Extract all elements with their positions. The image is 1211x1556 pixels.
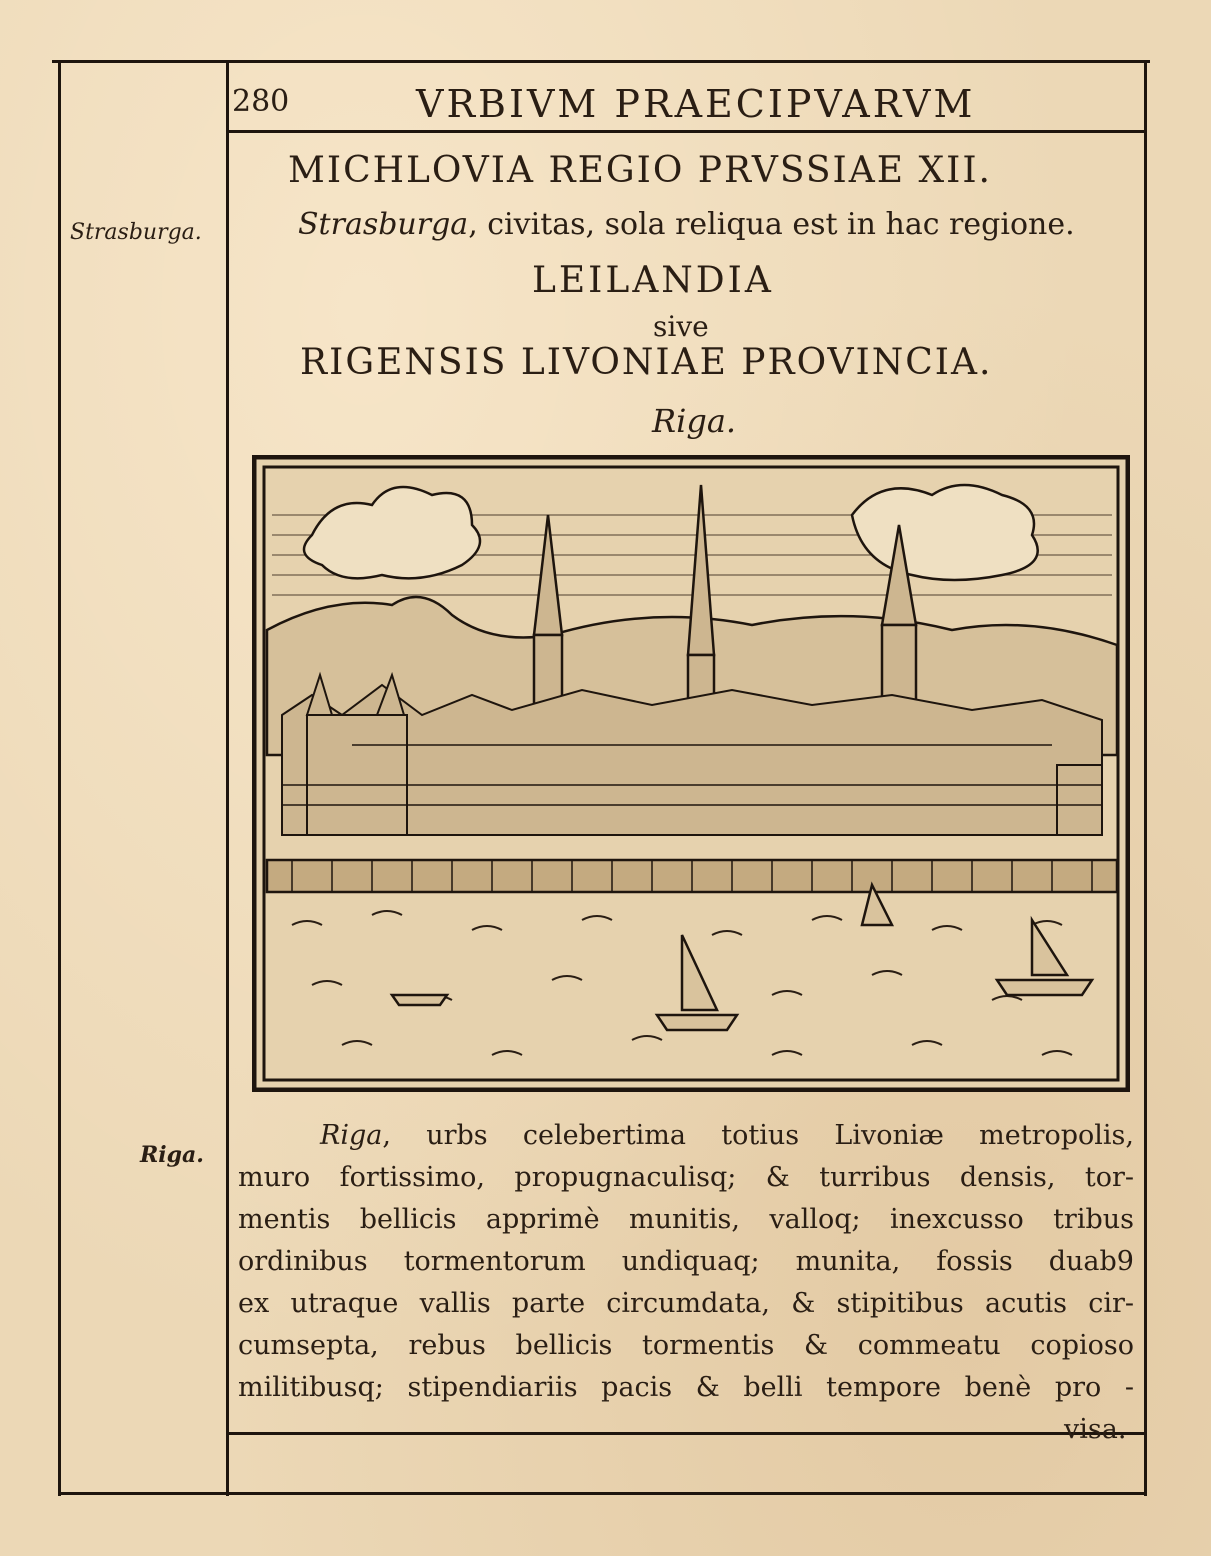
body-riga-italic: Riga (320, 1120, 383, 1151)
bottom-rule (58, 1492, 1146, 1495)
province-subtitle: RIGENSIS LIVONIAE PROVINCIA. (300, 342, 993, 383)
body-bottom-rule (226, 1432, 1146, 1435)
body-line-3: mentis bellicis apprimè munitis, valloq; inexcusso tribus (238, 1204, 1134, 1235)
body-line-4: ordinibus tormentorum undiquaq; munita, fossis duab9 (238, 1246, 1134, 1277)
riga-woodcut-illustration (252, 455, 1130, 1092)
running-head: VRBIVM PRAECIPVARVM (416, 82, 976, 126)
body-line-6: cumsepta, rebus bellicis tormentis & commeatu copioso (238, 1330, 1134, 1361)
left-outer-rule (58, 60, 61, 1496)
body-line-1 (320, 1120, 1134, 1151)
body-line-2: muro fortissimo, propugnaculisq; & turribus densis, tor- (238, 1162, 1134, 1193)
left-inner-rule (226, 60, 229, 1496)
body-line-1-rest: , urbs celebertima totius Livoniæ metropolis, (382, 1120, 1134, 1151)
woodcut-caption: Riga. (652, 402, 737, 440)
subtitle-italic: Strasburga (298, 207, 469, 242)
body-line-7: militibusq; stipendiariis pacis & belli tempore benè pro - (238, 1372, 1134, 1403)
catchword: visa. (1064, 1414, 1127, 1445)
sive-word: sive (653, 310, 709, 343)
top-rule (52, 60, 1150, 63)
subtitle-line (298, 207, 1075, 242)
subtitle-rest: , civitas, sola reliqua est in hac regione. (468, 207, 1075, 242)
section-title: MICHLOVIA REGIO PRVSSIAE XII. (288, 150, 992, 191)
header-underline (226, 130, 1146, 133)
margin-note-riga: Riga. (140, 1142, 204, 1168)
right-rule (1144, 60, 1147, 1496)
page-number: 280 (232, 84, 290, 119)
province-title: LEILANDIA (532, 260, 774, 301)
margin-note-strasburga: Strasburga. (70, 220, 202, 245)
body-line-5: ex utraque vallis parte circumdata, & stipitibus acutis cir- (238, 1288, 1134, 1319)
